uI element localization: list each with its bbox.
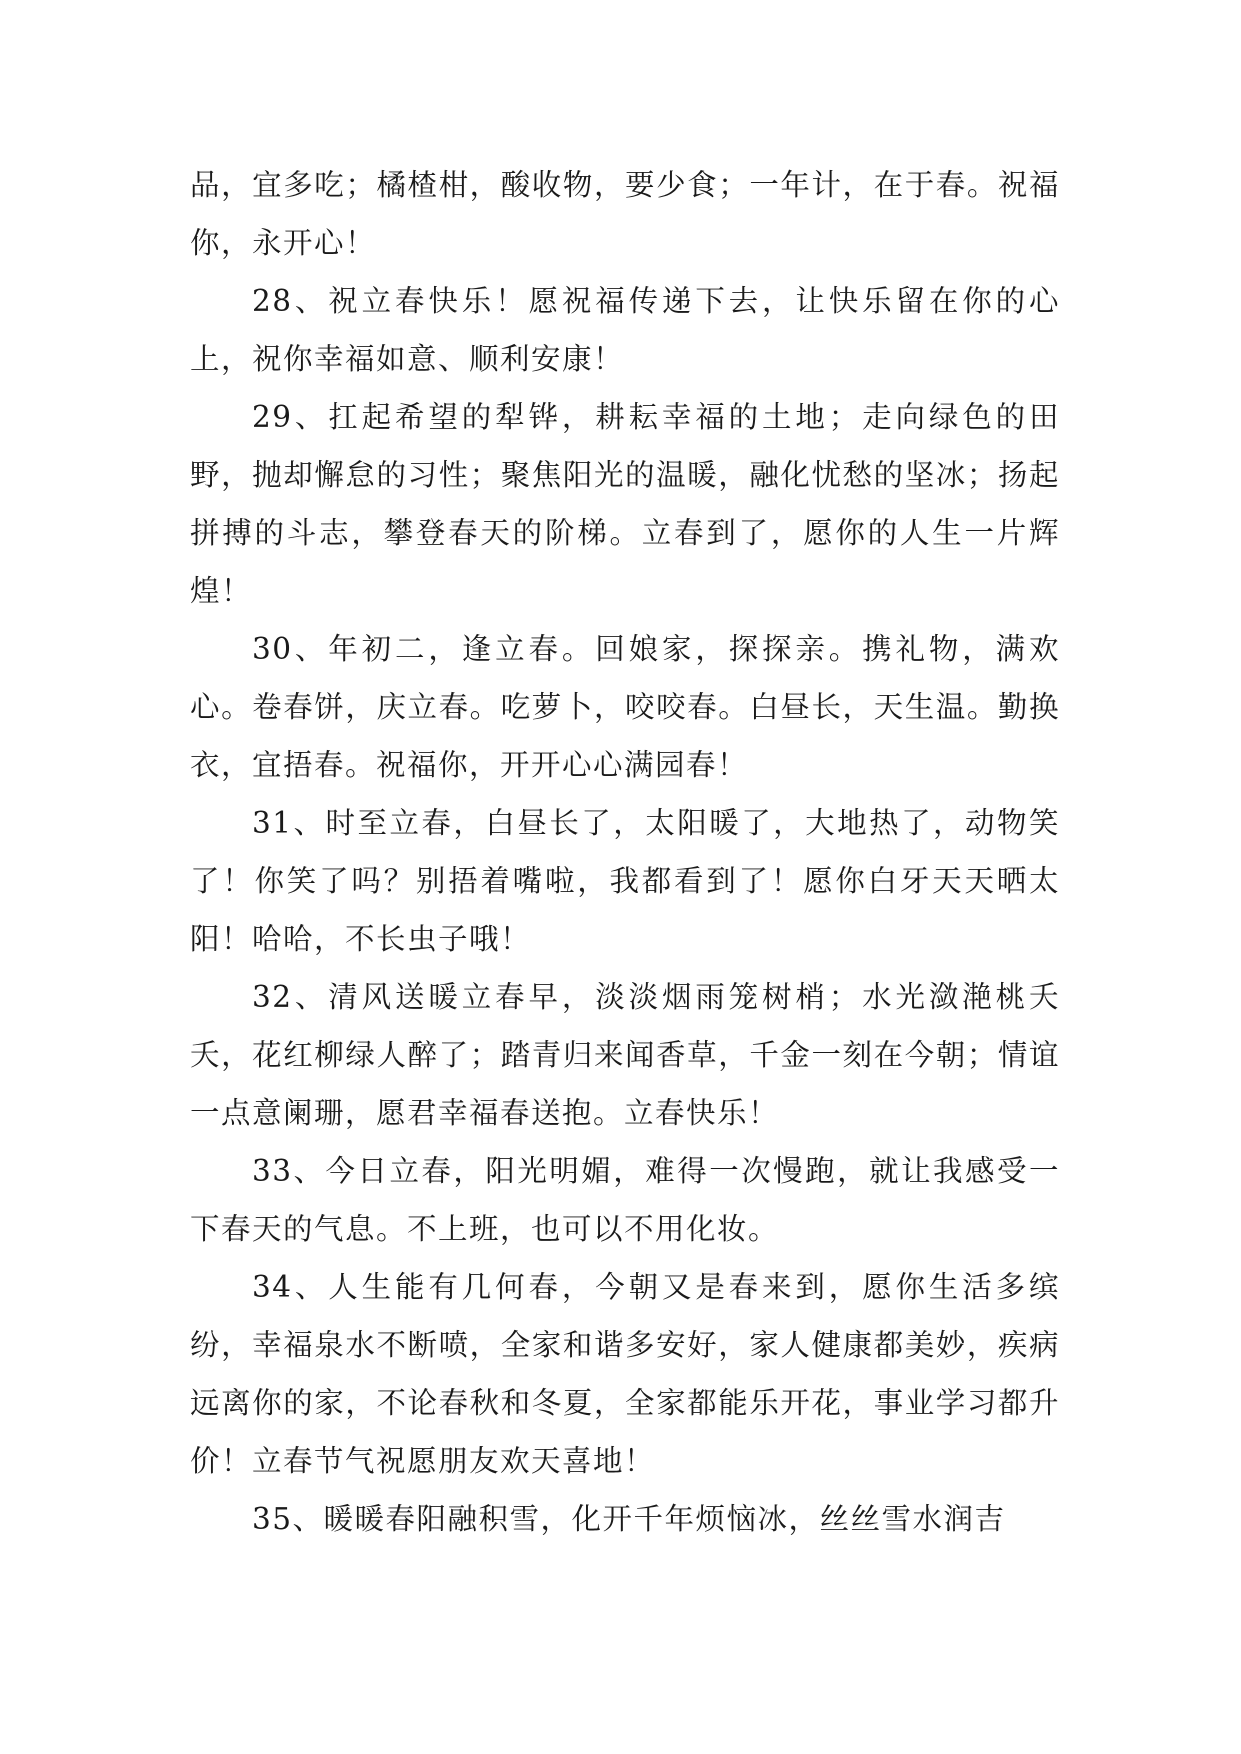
- paragraph-30: 30、年初二，逢立春。回娘家，探探亲。携礼物，满欢心。卷春饼，庆立春。吃萝卜，咬咬春。白昼长，天生温。勤换衣，宜捂春。祝福你，开开心心满园春！: [190, 632, 1060, 782]
- paragraph-32: 32、清风送暖立春早，淡淡烟雨笼树梢；水光潋滟桃夭夭，花红柳绿人醉了；踏青归来闻香草，千金一刻在今朝；情谊一点意阑珊，愿君幸福春送抱。立春快乐！: [190, 980, 1060, 1130]
- paragraph-continuation: 品，宜多吃；橘楂柑，酸收物，要少食；一年计，在于春。祝福你，永开心！: [190, 168, 1060, 260]
- paragraph-33: 33、今日立春，阳光明媚，难得一次慢跑，就让我感受一下春天的气息。不上班，也可以不用化妆。: [190, 1154, 1060, 1246]
- paragraph-31: 31、时至立春，白昼长了，太阳暖了，大地热了，动物笑了！你笑了吗？别捂着嘴啦，我都看到了！愿你白牙天天晒太阳！哈哈，不长虫子哦！: [190, 806, 1060, 956]
- document-body: [190, 156, 1060, 1548]
- paragraph-29: 29、扛起希望的犁铧，耕耘幸福的土地；走向绿色的田野，抛却懈怠的习性；聚焦阳光的温暖，融化忧愁的坚冰；扬起拼搏的斗志，攀登春天的阶梯。立春到了，愿你的人生一片辉煌！: [190, 400, 1060, 608]
- paragraph-35: 35、暖暖春阳融积雪，化开千年烦恼冰，丝丝雪水润吉: [252, 1502, 1006, 1536]
- paragraph-28: 28、祝立春快乐！愿祝福传递下去，让快乐留在你的心上，祝你幸福如意、顺利安康！: [190, 284, 1060, 376]
- paragraph-34: 34、人生能有几何春，今朝又是春来到，愿你生活多缤纷，幸福泉水不断喷，全家和谐多安好，家人健康都美妙，疾病远离你的家，不论春秋和冬夏，全家都能乐开花，事业学习都升价！立春节气祝愿朋友欢天喜地！: [190, 1270, 1060, 1478]
